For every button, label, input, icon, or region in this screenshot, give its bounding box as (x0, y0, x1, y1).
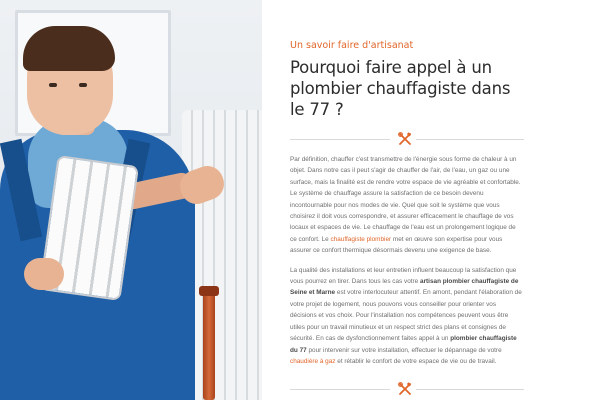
section-eyebrow: Un savoir faire d'artisanat (290, 40, 414, 51)
plumber-hair (23, 26, 115, 71)
divider-line-right (416, 139, 524, 140)
hero-photo-plumber (0, 0, 262, 400)
content-column (290, 40, 524, 375)
services-paragraph (290, 265, 524, 368)
bottom-divider-line-right (416, 389, 524, 390)
bottom-divider (290, 382, 524, 396)
pipe-valve (199, 286, 219, 296)
p1-text-2: met en œuvre son expertise pour vous assurer ce confort thermique désormais devenu une exigence de base. (290, 235, 503, 255)
p2-text-1: La qualité des installations et leur entretien influent beaucoup la satisfaction que vous pourrez en tirer. Dans tous les cas votre (290, 266, 517, 286)
tools-icon (398, 132, 412, 146)
copper-pipe (203, 290, 215, 400)
link-chaudiere-gaz[interactable]: chaudière à gaz (290, 357, 336, 365)
p2-text-3: pour intervenir sur votre installation, effectuer le dépannage de votre (306, 346, 502, 354)
p2-bold-plombier: plombier chauffagiste du 77 (290, 335, 517, 354)
p2-text-4: et rétablir le confort de votre espace de vie ou de travail. (335, 357, 497, 365)
eye-right (79, 83, 87, 87)
divider-line-left (290, 139, 390, 140)
tools-icon (398, 382, 412, 396)
intro-paragraph (290, 154, 524, 257)
bottom-divider-line-left (290, 389, 390, 390)
section-divider (290, 132, 524, 146)
plumber-hand-left (24, 258, 64, 290)
section-title: Pourquoi faire appel à un plombier chauffagiste dans le 77 ? (290, 58, 511, 119)
p2-bold-artisan: artisan plombier chauffagiste de Seine et Marne (290, 278, 519, 297)
p2-text-2: est votre interlocuteur attentif. En amont, pendant l'élaboration de votre projet de logement, nous pouvons vous conseiller pour orienter vos décisions et vos choix. Pour l'installation nos compétences peuvent vous être utiles pour un travail minutieux et un respect strict des plans et consignes de sécurité. En cas de dysfonctionnement faites appel à un (290, 289, 522, 343)
eye-left (49, 83, 57, 87)
link-chauffagiste-plombier[interactable]: chauffagiste plombier (330, 235, 392, 243)
p1-text-1: Par définition, chauffer c'est transmettre de l'énergie sous forme de chaleur à un objet. Dans notre cas il peut s'agir de chauffer de l'air, de l'eau, un gaz ou une surface, mais la finalité est de rendre votre espace de vie agréable et confortable. Le système de chauffage assure la satisfaction de ce besoin devenu incontournable pour nos modes de vie. Quel que soit le système que vous choisirez il doit vous correspondre, et assurer efficacement le chauffage de vos locaux et espaces de vie. Le chauffage de l'eau est un prolongement logique de ce confort. Le (290, 156, 521, 243)
